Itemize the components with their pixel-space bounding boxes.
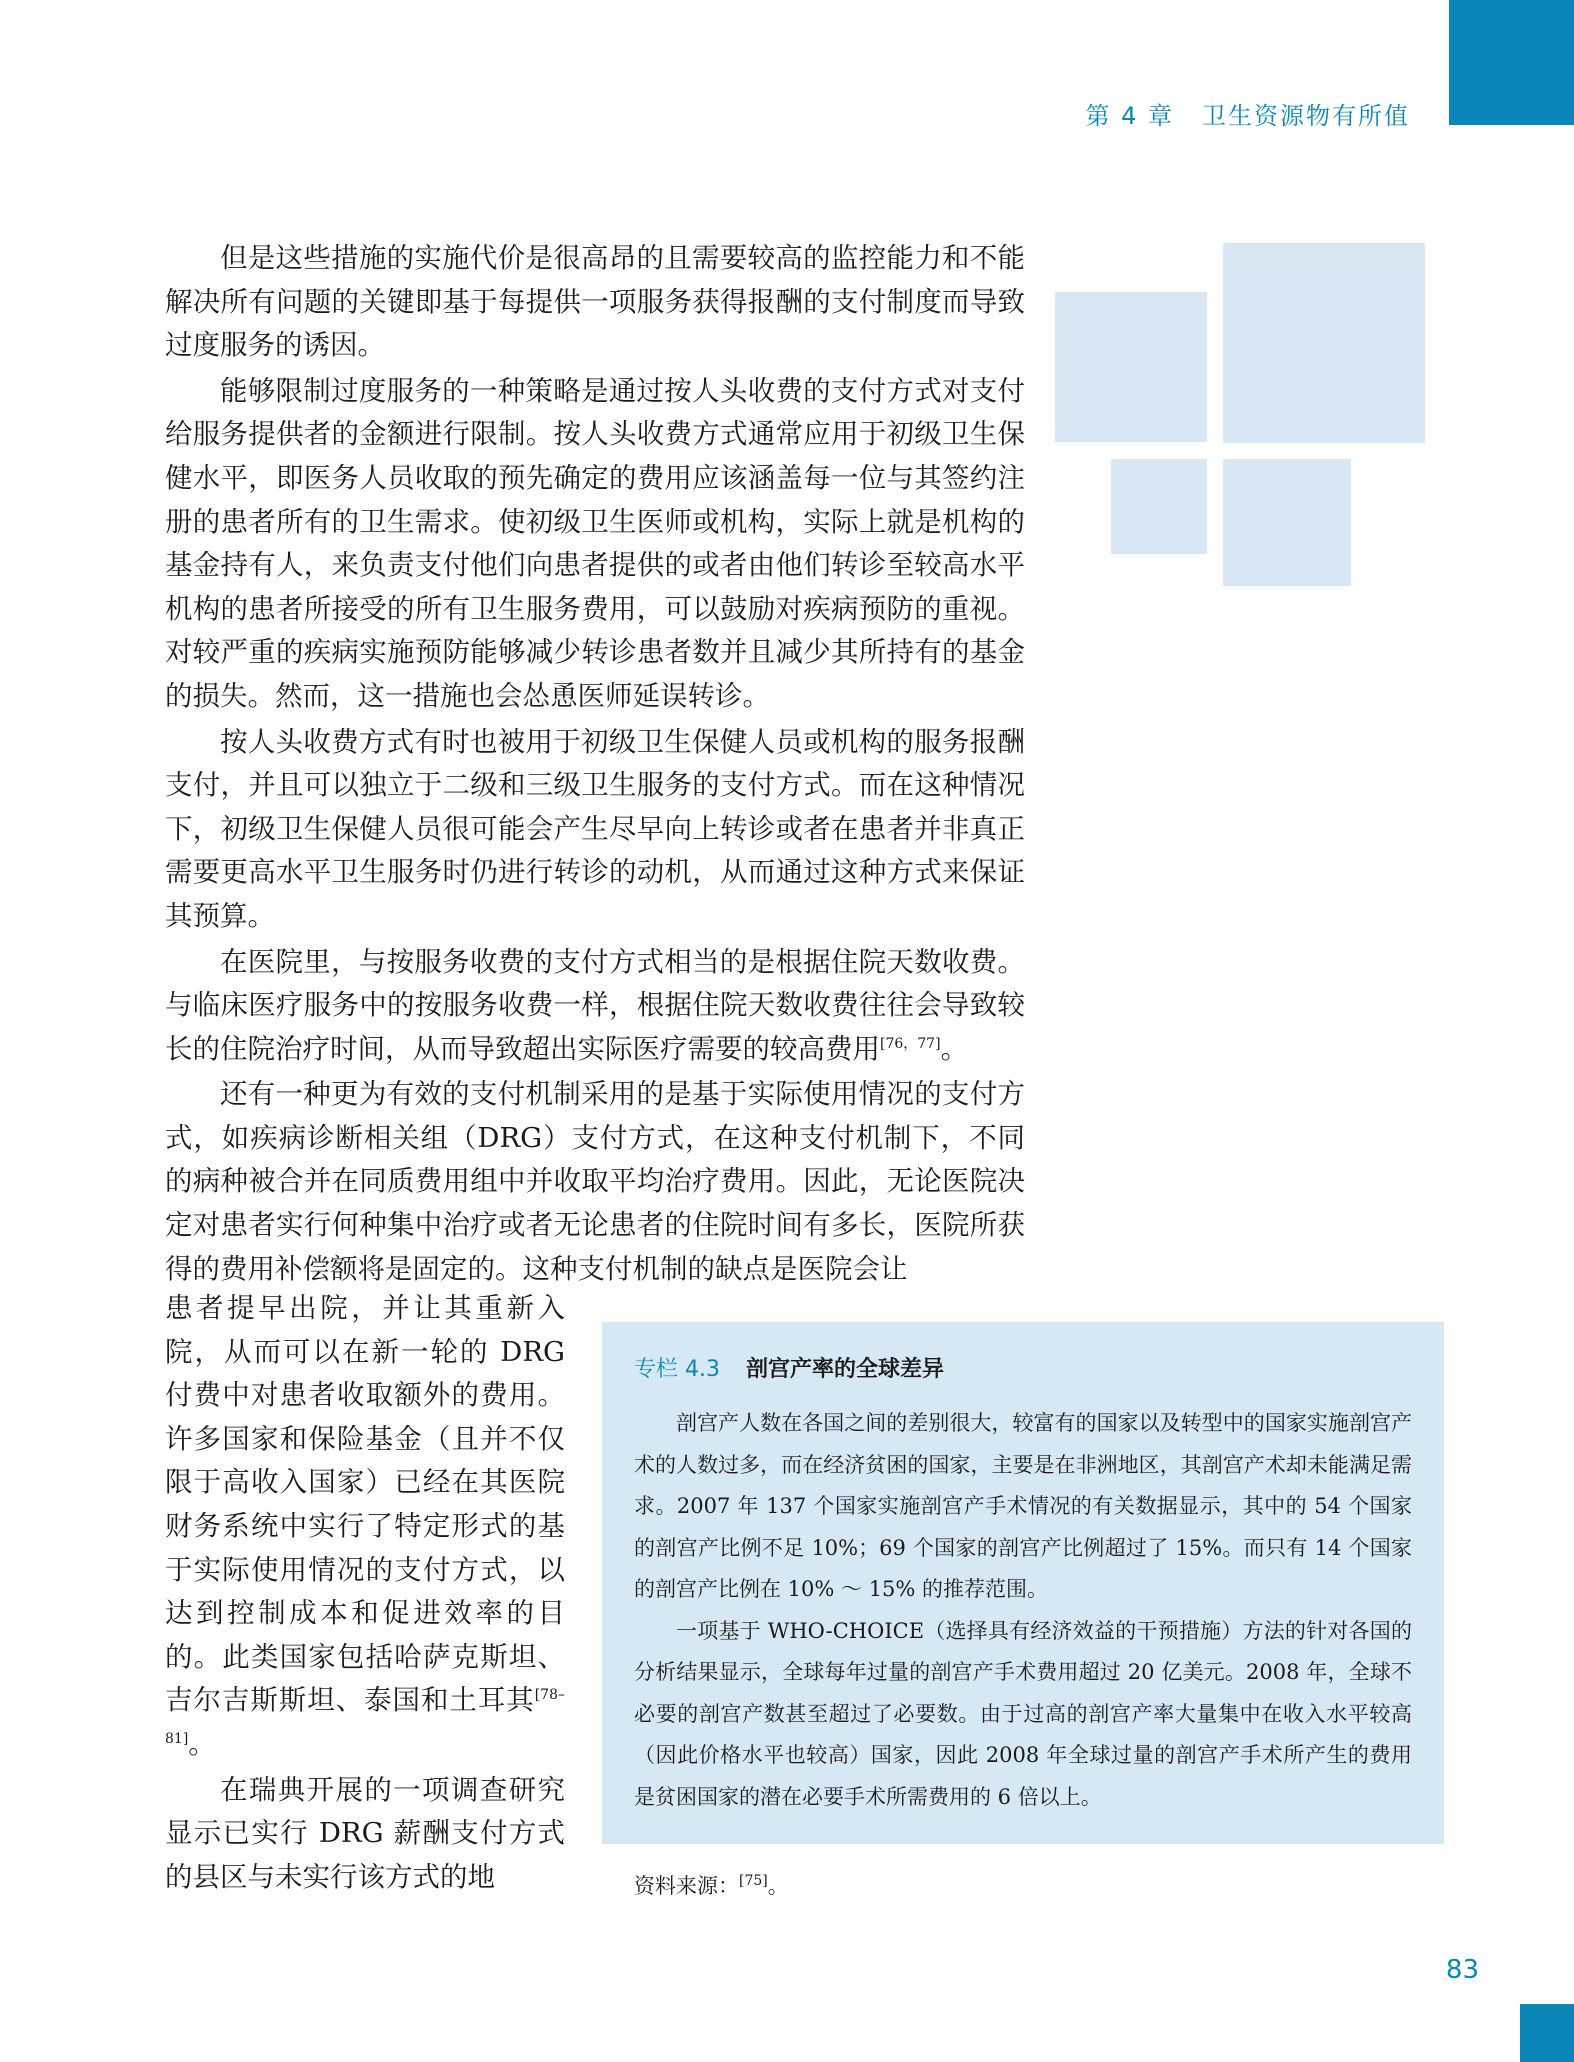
running-header xyxy=(1085,96,1410,131)
chapter-number: 第 4 章 xyxy=(1085,102,1174,130)
citation: [78–81] xyxy=(165,1687,565,1747)
body-paragraph: 还有一种更为有效的支付机制采用的是基于实际使用情况的支付方式，如疾病诊断相关组（DRG）支付方式，在这种支付机制下，不同的病种被合并在同质费用组中并收取平均治疗费用。因此，无论医院决定对患者实行何种集中治疗或者无论患者的住院时间有多长，医院所获得的费用补偿额将是固定的。这种支付机制的缺点是医院会让 xyxy=(165,1078,1025,1285)
box-title: 剖宫产率的全球差异 xyxy=(745,1357,944,1382)
body-paragraph: 能够限制过度服务的一种策略是通过按人头收费的支付方式对支付给服务提供者的金额进行限制。按人头收费方式通常应用于初级卫生保健水平，即医务人员收取的预先确定的费用应该涵盖每一位与其签约注册的患者所有的卫生需求。使初级卫生医师或机构，实际上就是机构的基金持有人，来负责支付他们向患者提供的或者由他们转诊至较高水平机构的患者所接受的所有卫生服务费用，可以鼓励对疾病预防的重视。对较严重的疾病实施预防能够减少转诊患者数并且减少其所持有的基金的损失。然而，这一措施也会怂恿医师延误转诊。 xyxy=(165,374,1025,712)
decorative-square-3 xyxy=(1111,459,1207,554)
body-paragraph: 在医院里，与按服务收费的支付方式相当的是根据住院天数收费。与临床医疗服务中的按服务收费一样，根据住院天数收费往往会导致较长的住院治疗时间，从而导致超出实际医疗需要的较高费用[76，77]。 xyxy=(165,945,1025,1065)
chapter-title: 卫生资源物有所值 xyxy=(1202,102,1410,130)
box-body xyxy=(634,1403,1412,1818)
decorative-square-4 xyxy=(1223,459,1351,586)
page-number: 83 xyxy=(1445,1955,1479,1985)
box-paragraph: 一项基于 WHO-CHOICE（选择具有经济效益的干预措施）方法的针对各国的分析结果显示，全球每年过量的剖宫产手术费用超过 20 亿美元。2008 年，全球不必要的剖宫产数甚至超过了必要数。由于过高的剖宫产率大量集中在收入水平较高（因此价格水平也较高）国家，因此 2008 年全球过量的剖宫产手术所产生的费用是贫困国家的潜在必要手术所需费用的 6 倍以上。 xyxy=(634,1618,1412,1809)
body-paragraph: 但是这些措施的实施代价是很高昂的且需要较高的监控能力和不能解决所有问题的关键即基于每提供一项服务获得报酬的支付制度而导致过度服务的诱因。 xyxy=(165,242,1025,362)
box-paragraph: 剖宫产人数在各国之间的差别很大，较富有的国家以及转型中的国家实施剖宫产术的人数过多，而在经济贫困的国家，主要是在非洲地区，其剖宫产术却未能满足需求。2007 年 137 个国家实施剖宫产手术情况的有关数据显示，其中的 54 个国家的剖宫产比例不足 10%；69 个国家的剖宫产比例超过了 15%。而只有 14 个国家的剖宫产比例在 10% ～ 15% 的推荐范围。 xyxy=(634,1411,1412,1601)
body-paragraph: 在瑞典开展的一项调查研究显示已实行 DRG 薪酬支付方式的县区与未实行该方式的地 xyxy=(165,1773,565,1893)
corner-accent-top xyxy=(1449,0,1574,125)
citation: [75] xyxy=(739,1873,768,1889)
body-paragraph-continued: 患者提早出院，并让其重新入院，从而可以在新一轮的 DRG 付费中对患者收取额外的费用。许多国家和保险基金（且并不仅限于高收入国家）已经在其医院财务系统中实行了特定形式的基于实际使用情况的支付方式，以达到控制成本和促进效率的目的。此类国家包括哈萨克斯坦、吉尔吉斯斯坦、泰国和土耳其[78–81]。 xyxy=(165,1292,565,1760)
narrow-text-column xyxy=(165,1287,565,1901)
decorative-square-2 xyxy=(1055,292,1207,442)
decorative-square-1 xyxy=(1223,243,1425,443)
body-paragraph: 按人头收费方式有时也被用于初级卫生保健人员或机构的服务报酬支付，并且可以独立于二级和三级卫生服务的支付方式。而在这种情况下，初级卫生保健人员很可能会产生尽早向上转诊或者在患者并非真正需要更高水平卫生服务时仍进行转诊的动机，从而通过这种方式来保证其预算。 xyxy=(165,725,1025,932)
citation: [76，77] xyxy=(880,1035,941,1052)
sidebar-box xyxy=(602,1322,1444,1844)
box-label: 专栏 4.3 xyxy=(634,1357,720,1382)
main-text-column xyxy=(165,237,1025,1293)
box-heading xyxy=(634,1352,1412,1383)
corner-accent-bottom xyxy=(1520,2004,1574,2062)
source-note: 资料来源：[75]。 xyxy=(634,1873,789,1898)
